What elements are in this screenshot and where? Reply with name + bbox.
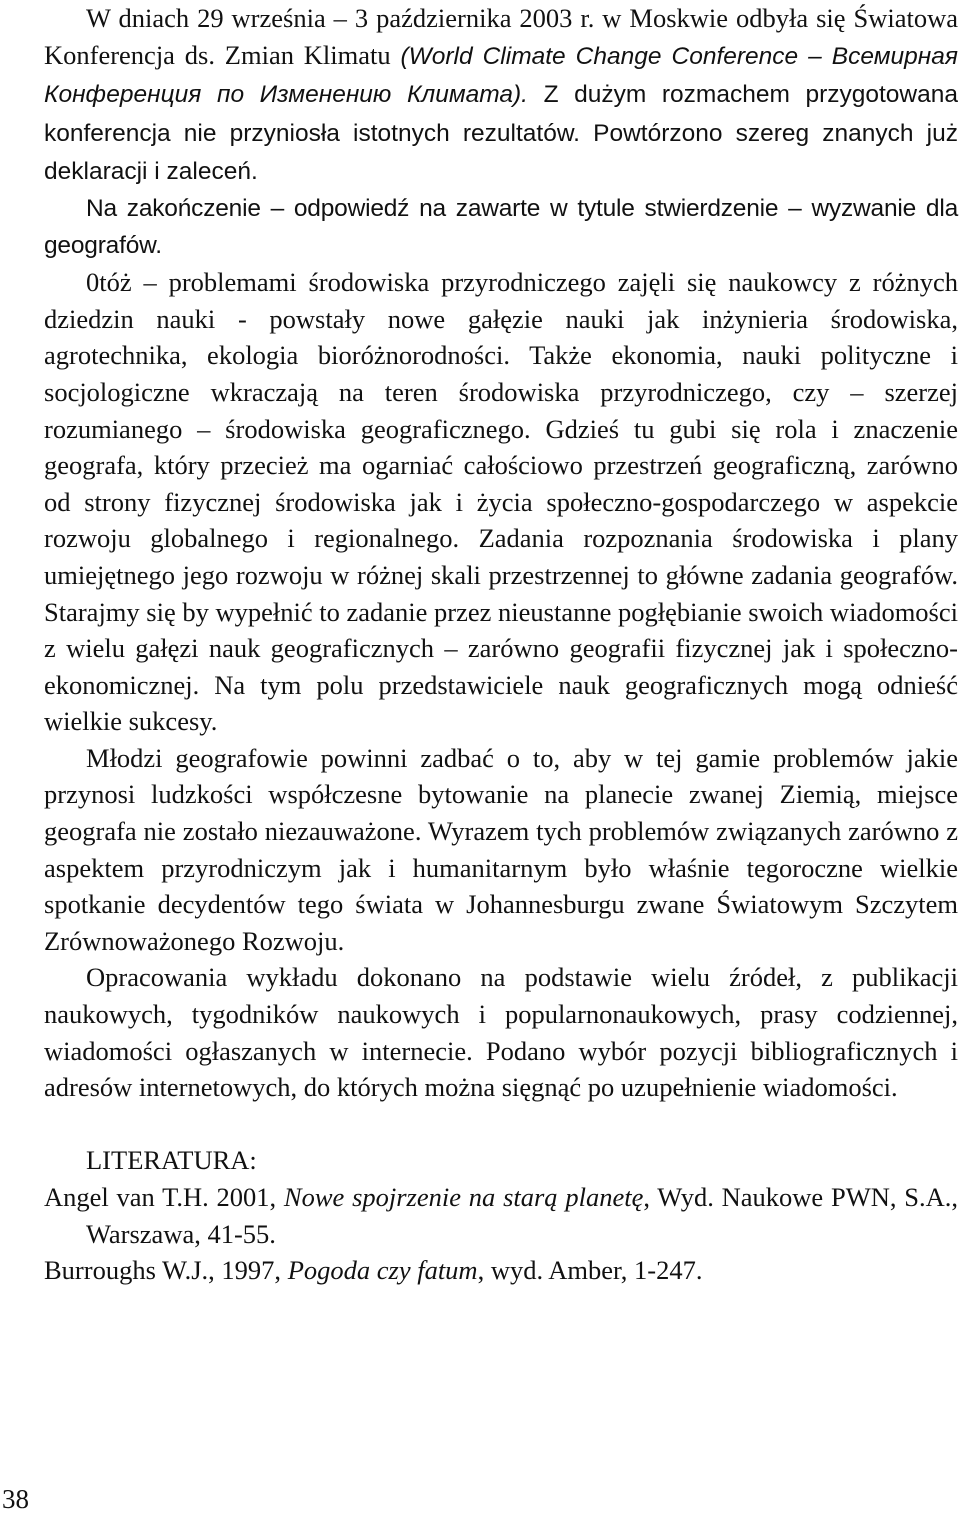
paragraph-conference-intro: W dniach 29 września – 3 października 2003 r. w Moskwie odbyła się Światowa Konferencja ds. Zmian Klimatu xyxy=(44,3,958,70)
paragraph-conclusion: Na zakończenie – odpowiedź na zawarte w tytule stwierdzenie – wyzwanie dla geografów. xyxy=(44,194,958,259)
spacer xyxy=(44,1106,958,1143)
paragraph-conference xyxy=(44,0,958,191)
bibliography-title: Nowe spojrzenie na starą planetę xyxy=(283,1182,644,1212)
paragraph-sources: Opracowania wykładu dokonano na podstawie wielu źródeł, z publikacji naukowych, tygodników naukowych i popularnonaukowych, prasy codziennej, wiadomości ogłaszanych w internecie. Podano wybór pozycji bibliograficznych i adresów internetowych, do których można sięgnąć po uzupełnienie wiadomości. xyxy=(44,962,958,1103)
page-number: 38 xyxy=(2,1484,29,1514)
bibliography-entry xyxy=(44,1179,958,1252)
paragraph-challenge: 0tóż – problemami środowiska przyrodniczego zajęli się naukowcy z różnych dziedzin nauki - powstały nowe gałęzie nauki jak inżynieria środowiska, agrotechnika, ekologia bioróżnorodności. Także ekonomia, nauki polityczne i socjologiczne wkraczają na teren środowiska przyrodniczego, czy – szerzej rozumianego – środowiska geograficznego. Gdzieś tu gubi się rola i znaczenie geografa, który przecież ma ogarniać całościowo przestrzeń geograficzną, zarówno od strony fizycznej środowiska jak i życia społeczno-gospodarczego w aspekcie rozwoju globalnego i regionalnego. Zadania rozpoznania środowiska i plany umiejętnego jego rozwoju w różnej skali przestrzennej to główne zadania geografów. Starajmy się by wypełnić to zadanie przez nieustanne pogłębianie swoich wiadomości z wielu gałęzi nauk geograficznych – zarówno geografii fizycznej jak i społeczno-ekonomicznej. Na tym polu przedstawiciele nauk geograficznych mogą odnieść wielkie sukcesy. xyxy=(44,267,958,737)
bibliography-publisher: , Wyd. Naukowe PWN, S.A., Warszawa, 41-55. xyxy=(86,1182,958,1249)
paragraph-conference-outcome: Z dużym rozmachem przygotowana konferencja nie przyniosła istotnych rezultatów. Powtórzono szereg znanych już deklaracji i zaleceń. xyxy=(44,81,958,186)
bibliography-publisher: , wyd. Amber, 1-247. xyxy=(477,1255,703,1286)
bibliography-author: Angel van T.H. 2001, xyxy=(44,1182,284,1212)
paragraph-conference-title: (World Climate Change Conference – Всемирная Конференция по Изменению Климата). xyxy=(44,42,958,109)
paragraph-young-geographers: Młodzi geografowie powinni zadbać o to, aby w tej gamie problemów jakie przynosi ludzkości współczesne bytowanie na planecie zwanej Ziemią, miejsce geografa nie zostało niezauważone. Wyrazem tych problemów związanych zarówno z aspektem przyrodniczym jak i humanitarnym było właśnie tegoroczne wielkie spotkanie decydentów tego świata w Johannesburgu zwane Światowym Szczytem Zrównoważonego Rozwoju. xyxy=(44,742,958,956)
bibliography-entry xyxy=(44,1252,958,1289)
document-page xyxy=(44,0,958,1289)
bibliography-author: Burroughs W.J., 1997, xyxy=(44,1255,288,1286)
literature-heading: LITERATURA: xyxy=(86,1145,257,1176)
bibliography-title: Pogoda czy fatum xyxy=(287,1255,478,1286)
